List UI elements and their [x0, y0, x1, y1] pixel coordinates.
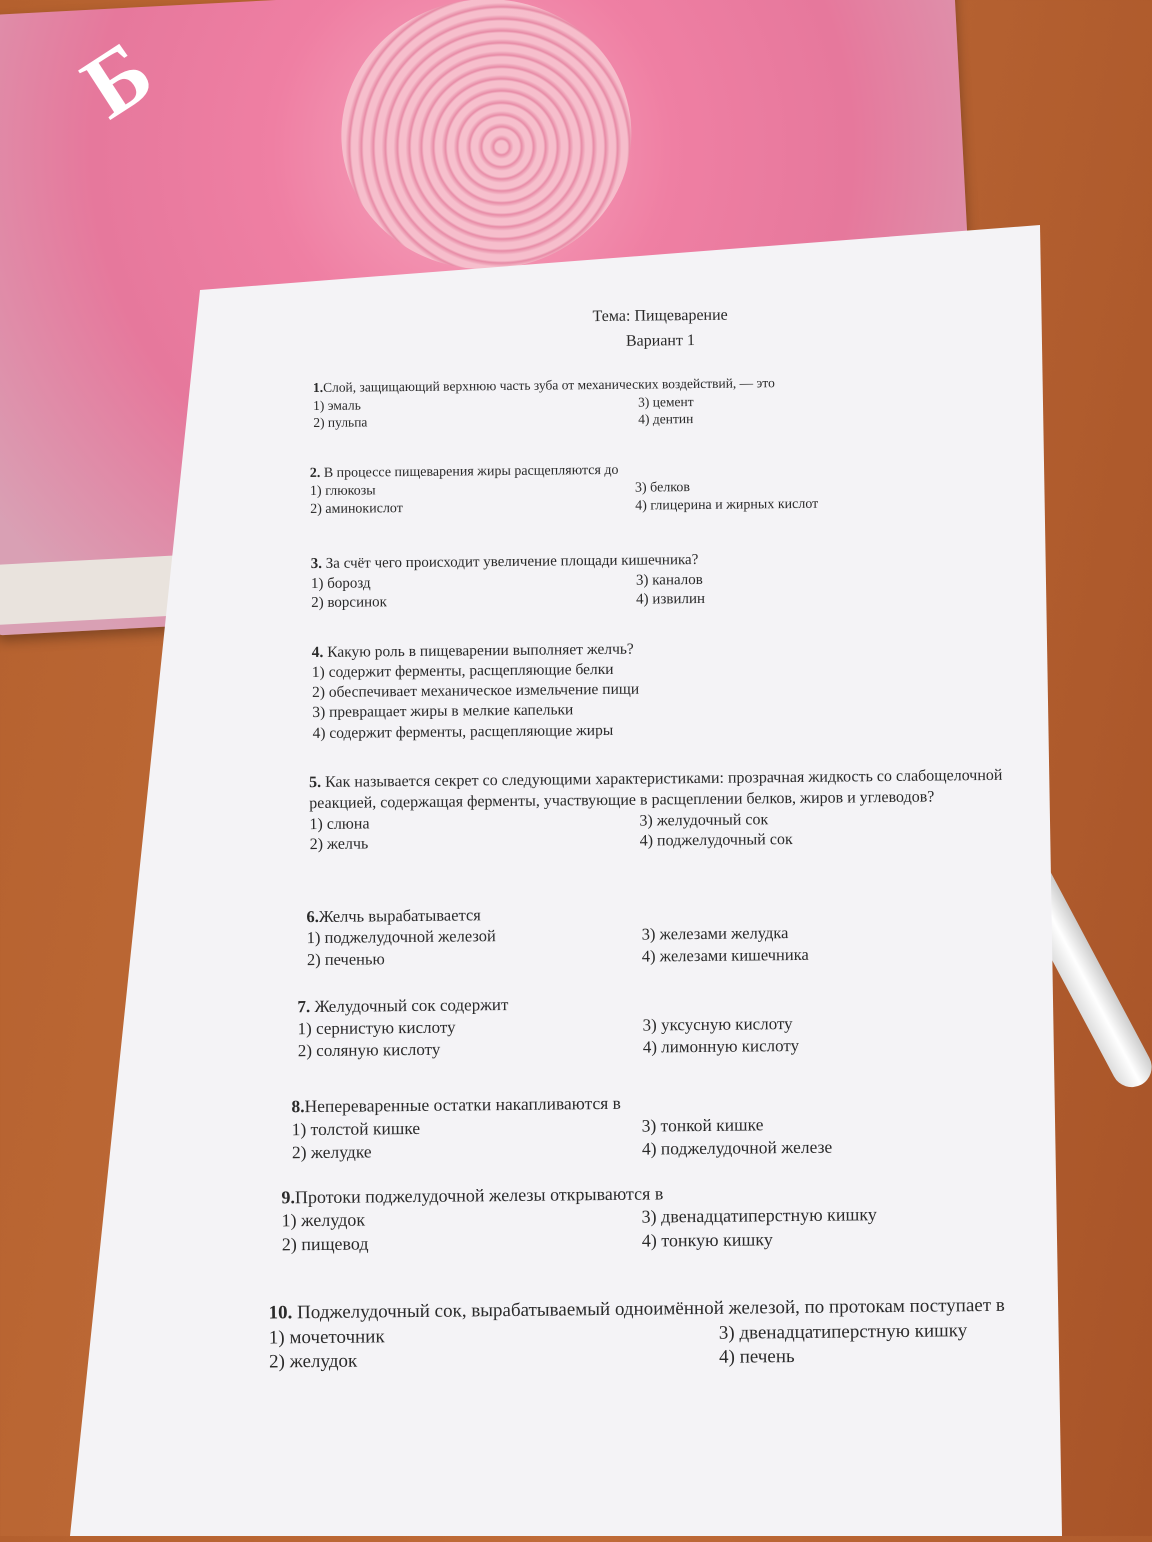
answer-option[interactable]: 3) белков [634, 480, 691, 496]
question-stem: Протоки поджелудочной железы открываются в [294, 1183, 664, 1208]
answer-option[interactable]: 3) тонкой кишке [641, 1114, 764, 1136]
question-1 [313, 370, 1134, 431]
answer-option[interactable]: 4) железами кишечника [641, 944, 809, 966]
answer-option[interactable]: 3) уксусную кислоту [642, 1014, 793, 1035]
answer-option[interactable]: 4) поджелудочный сок [639, 831, 793, 851]
answer-option[interactable]: 2) пульпа [313, 414, 368, 431]
question-stem: За счёт чего происходит увеличение площади кишечника? [321, 551, 699, 572]
question-number: 5. [308, 773, 322, 792]
answer-option[interactable]: 4) поджелудочной железе [641, 1136, 833, 1159]
answer-option[interactable]: 1) сернистую кислоту [297, 1017, 456, 1039]
answer-option[interactable]: 2) желудке [291, 1140, 372, 1162]
question-6 [306, 898, 1127, 971]
question-number: 3. [310, 555, 323, 573]
question-stem: В процессе пищеварения жиры расщепляются до [320, 462, 619, 481]
answer-option[interactable]: 1) поджелудочной железой [306, 926, 496, 948]
question-stem: Слой, защищающий верхнюю часть зуба от механических воздействий, — это [322, 375, 775, 395]
question-stem: Желудочный сок содержит [310, 994, 509, 1017]
question-7 [297, 988, 1118, 1063]
answer-option[interactable]: 3) двенадцатиперстную кишку [718, 1319, 968, 1344]
answer-option[interactable]: 4) содержит ферменты, расщепляющие жиры [312, 721, 614, 742]
question-3 [311, 546, 1132, 613]
question-number: 10. [268, 1302, 293, 1324]
answer-option[interactable]: 2) ворсинок [311, 594, 387, 612]
answer-option[interactable]: 4) печень [718, 1346, 795, 1369]
question-number: 4. [311, 643, 324, 662]
answer-option[interactable]: 1) борозд [310, 574, 371, 592]
answer-option[interactable]: 3) двенадцатиперстную кишку [641, 1204, 877, 1228]
question-number: 2. [309, 465, 321, 482]
question-stem: Как называется секрет со следующими характеристиками: прозрачная жидкость со слабощелочной реакцией, содержащая ферменты, участвующие в расщеплении белков, жиров и углеводов? [309, 766, 1003, 812]
answer-option[interactable]: 1) слюна [309, 815, 370, 833]
variant-title: Вариант 1 [625, 332, 696, 350]
answer-option[interactable]: 3) каналов [635, 571, 703, 589]
answer-option[interactable]: 2) печенью [306, 949, 385, 969]
answer-option[interactable]: 4) дентин [638, 411, 694, 427]
answer-option[interactable]: 4) лимонную кислоту [642, 1036, 800, 1057]
question-number: 7. [297, 997, 311, 1017]
question-number: 8. [291, 1096, 305, 1117]
answer-option[interactable]: 2) соляную кислоту [297, 1039, 441, 1061]
answer-option[interactable]: 2) желчь [309, 835, 369, 854]
answer-option[interactable]: 3) цемент [637, 393, 694, 410]
question-stem: Желчь вырабатывается [318, 905, 481, 926]
question-number: 6. [306, 906, 319, 927]
answer-option[interactable]: 2) желудок [268, 1350, 358, 1373]
question-stem: Поджелудочный сок, вырабатываемый одноимённой железой, по протокам поступает в [292, 1294, 1005, 1324]
question-5 [309, 765, 1050, 856]
answer-option[interactable]: 2) пищевод [281, 1233, 369, 1255]
question-stem: Какую роль в пищеварении выполняет желчь? [323, 640, 634, 661]
question-number: 1. [312, 379, 324, 396]
answer-option[interactable]: 2) обеспечивает механическое измельчение пищи [312, 680, 640, 702]
answer-option[interactable]: 4) извилин [636, 590, 706, 608]
answer-option[interactable]: 3) железами желудка [641, 923, 789, 945]
answer-option[interactable]: 1) эмаль [313, 397, 361, 413]
question-stem: Непереваренные остатки накапливаются в [304, 1092, 621, 1117]
answer-option[interactable]: 2) аминокислот [310, 501, 403, 518]
question-10 [268, 1294, 1009, 1376]
answer-option[interactable]: 1) глюкозы [309, 483, 376, 500]
answer-option[interactable]: 1) толстой кишке [291, 1117, 421, 1140]
question-number: 9. [281, 1187, 295, 1208]
answer-option[interactable]: 3) превращает жиры в мелкие капельки [312, 701, 574, 722]
answer-option[interactable]: 4) глицерина и жирных кислот [635, 497, 819, 515]
answer-option[interactable]: 4) тонкую кишку [641, 1229, 773, 1251]
question-2 [310, 456, 1131, 519]
question-9 [281, 1178, 1102, 1257]
cover-letter: Б [65, 22, 170, 138]
answer-option[interactable]: 1) желудок [281, 1209, 366, 1231]
topic-title: Тема: Пищеварение [592, 306, 728, 326]
question-8 [291, 1087, 1112, 1164]
answer-option[interactable]: 1) мочеточник [268, 1326, 385, 1349]
answer-option[interactable]: 3) желудочный сок [639, 810, 769, 830]
question-4 [312, 634, 1133, 743]
answer-option[interactable]: 1) содержит ферменты, расщепляющие белки [311, 661, 614, 682]
